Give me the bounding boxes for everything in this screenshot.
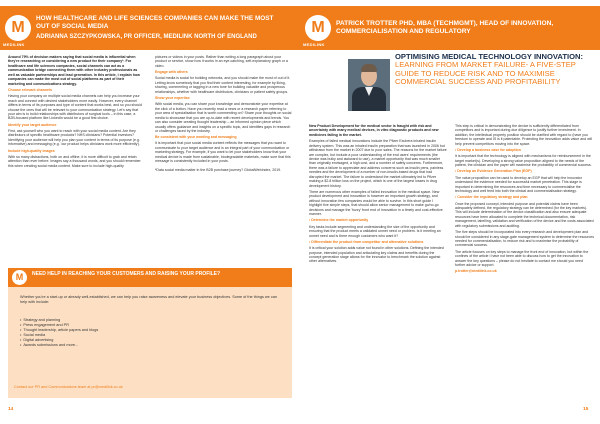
promo-header xyxy=(8,268,292,287)
paragraph: • Develop an Evidence Generation Plan (EGP) xyxy=(455,169,532,174)
promo-intro: Whether you're a start-up or already well-established, we can help you raise awareness and elevate your business objectives. Some of the things we can help with include: xyxy=(20,295,277,304)
right-article-title-rest: LEARNING FROM MARKET FAILURE- A FIVE-STEP GUIDE TO REDUCE RISK AND TO MAXIMISE COMMERCIAL SUCCESS AND PROFITABILITY xyxy=(395,60,576,87)
paragraph: Examples of failed medical innovations include the Pfizer Exubera inhaled insulin delivery system. This was an inhaled insulin preparation that was launched in 2006 but withdrawn from the market in 2007 due to poor sales. The reasons for the market failure are complex, but include a poor understanding of the end users' requirements (the device was bulky and awkward to use), a market opportunity that was much smaller than originally envisaged, a high cost, and a number of safety concerns. Furthermore, there was a failure to appreciate and address concerns such as insulin pens, painless needles and the development of a number of non-insulin-based drugs that had disrupted the market. The failure to understand the market ultimately led to Pfizer making a $2.8 billion loss on the project, which is one of the largest losses in drug development history. xyxy=(309,139,447,188)
promo-title: NEED HELP IN REACHING YOUR CUSTOMERS AND RAISING YOUR PROFILE? xyxy=(32,270,221,277)
paragraph: Show your expertise xyxy=(155,96,190,101)
right-author-title: PATRICK TROTTER PHD, MBA (TECHMGMT), HEAD OF INNOVATION, COMMERCIALISATION AND REGULATORY xyxy=(336,20,554,36)
paragraph: It is important that the technology is aligned with mechanisms for reimbursement in the target market(s). Developing a strong value proposition aligned to the needs of the patient, the clinician and the payer will maximise the probability of commercial success. xyxy=(455,154,592,168)
left-header-bar xyxy=(0,6,300,50)
paragraph: With so many distractions, both on and offline, it is more difficult to grab and retain attention than ever before. Images say a thousand words, and you should remember this when creating social media content. Make sure to include high-quality xyxy=(8,154,141,168)
paragraph: • Determine the market opportunity xyxy=(309,218,369,223)
promo-list-item: • Strategy and planning xyxy=(20,318,98,323)
paragraph: Be consistent with your wording and messaging xyxy=(155,135,237,140)
promo-list-item: • Digital advertising xyxy=(20,338,98,343)
paragraph: First, ask yourself who you want to reach with your social media content. Are they distributors of specific healthcare products? NHS clinicians? Potential investors? Identifying your audience will help you plan your content in terms of its purpose (e.g. informative) and messaging (e.g. 'our product helps clinicians work more efficiently'). xyxy=(8,128,141,147)
paragraph: Key tasks include segmenting and understanding the size of the opportunity and ensuring that the product meets a validated unmet need or problem. Is it meeting an unmet need and is there enough customers who want it? xyxy=(309,224,441,238)
paragraph: • Consider the regulatory strategy and plan xyxy=(455,195,528,200)
medilink-logo-word-right: MEDILINK xyxy=(303,42,325,47)
right-article-title-bold: OPTIMISING MEDICAL TECHNOLOGY INNOVATION: xyxy=(395,52,584,61)
promo-list-item: • Awards submissions and more... xyxy=(20,343,98,348)
promo-list-item: • Thought leadership, article papers and blogs xyxy=(20,328,98,333)
right-column-1 xyxy=(309,124,447,266)
left-article-author: ADRIANNA SZCZYPKOWSKA, PR OFFICER, MEDILINK NORTH OF ENGLAND xyxy=(36,34,257,40)
paragraph: The article focuses on key steps to manage the front end of innovation, but within the confines of the article I have not been able to discuss how to get the innovation to answer the key questions – please do not hesitate to contact me should you need further advice or support. xyxy=(455,249,589,268)
promo-contact[interactable]: Contact our PR and Communications team at pr@medilink.co.uk xyxy=(14,385,123,389)
medilink-logo-word: MEDILINK xyxy=(3,42,25,47)
left-column-2 xyxy=(155,55,292,174)
paragraph: Around 79% of decision makers saying that social media is influential when they're researching or considering a new product for their company*. For healthcare and life sciences companies, social channels can act as a communication bridge connecting them with other industry professionals as well as valuable partnerships and lead generation. In this article, I explain how companies can make the most out of social platforms as part of their marketing and communications strategy. xyxy=(8,55,140,86)
paragraph: • Develop a business case for adoption xyxy=(455,148,521,153)
paragraph: pictures or videos in your posts. Rather than writing a long paragraph about your product or service, show how it works in an eye-catching, self-explanatory graph or a video. xyxy=(155,55,288,68)
promo-list-item: • Press engagement and PR xyxy=(20,323,98,328)
paragraph: The value proposition can be used to develop an EGP that will help the innovator understand the evidence needed for successful market penetration. This stage is important in determining the resources and time necessary to commercialise the technology and well feed into both the clinical and commercialisation strategy. xyxy=(455,175,582,194)
page-number-right: 15 xyxy=(583,407,589,412)
paragraph: Once the proposed concept, intended purpose and potential claims have been adequately defined, the regulatory strategy can be determined (for the key markets). This will include determination of the device classification and also ensure adequate resources have been allocated to complete the technical documentation, risk management, labelling, validation and verification of the device and the costs associated with regulatory submissions and auditing. xyxy=(455,201,594,228)
left-column-1 xyxy=(8,55,142,170)
promo-services-list xyxy=(20,318,98,348)
medilink-logo-icon-right: M xyxy=(305,15,331,41)
paragraph: New Product Development for the medical sector is fraught with risk and uncertainty with many medical devices, in vitro diagnostic products and new medicines failing in the market. xyxy=(309,124,439,137)
right-article-title xyxy=(395,53,595,87)
right-column-2 xyxy=(455,124,594,276)
right-page xyxy=(300,0,600,424)
paragraph: Having your company on multiple social media channels can help you increase your reach and connect with desired stakeholders more easily. However, every channel differs in terms of its purposes and type of content that works best, and so you should choose the ones that will be relevant to your communication strategy. Let's say that your aim is to build relationships with distributors of surgical tools – in this case, a B2B-focused platform like LinkedIn would be a good first choice. xyxy=(8,94,143,121)
paragraph: Engage with others xyxy=(155,70,188,75)
paragraph: Social media is social for building networks, and you should make the most of out of it. Letting know somebody that you find their content interesting, for example by liking, sharing, commenting or tagging in a new tone for building valuable and prosperous relationships, whether with healthcare distributors, clinicians or patient safety groups. xyxy=(155,76,291,94)
page-number-left: 14 xyxy=(8,407,14,412)
left-article-title: HOW HEALTHCARE AND LIFE SCIENCES COMPANIES CAN MAKE THE MOST OUT OF SOCIAL MEDIA xyxy=(36,15,274,30)
promo-logo-icon: M xyxy=(12,270,27,285)
paragraph: It is important that your social media content reflects the messages that you want to communicate to your target audience and is an integral part of your communication or marketing strategy. For example, if you want to let your stakeholders know that your medical device is made from sustainable, biodegradable materials, make sure that this message is consistently included in your posts. xyxy=(155,141,291,164)
paragraph: This step is critical in demonstrating the device is sufficiently differentiated from competitors and is important during due diligence to justify further investment. In addition, the intellectual property position should be clarified with regard to (have you freedom to operate and IS is it patentable. Protecting the innovation adds value and will help prevent competitors moving into the space. xyxy=(455,124,593,146)
paragraph: Identify your target audience xyxy=(8,122,57,127)
paragraph: The five steps should be incorporated into every research and development plan and should be considered in any stage-gate management system to determine the resources needed for commercialisation, to reduce risk and to maximise the probability of commercial success. xyxy=(455,230,594,248)
paragraph: With social media, you can share your knowledge and demonstrate your expertise at the click of a button. Have you recently read a news or a research paper referring to your area of specialisation that is worth commenting on? Share your thoughts on social media to showcase that you are up-to-date with recent developments and trends. You can also consider creating thought leadership – an informed opinion piece which usually offers guidance and insights on a specific topic, and identifies gaps in research or challenges faced by the industry. xyxy=(155,102,292,133)
paragraph: It is critical your solution adds value not found in other solutions. Defining the intended purpose, intended population and articulating key claims and benefits during the concept generation stage allows for the innovator to benchmark the solution against other alternatives. xyxy=(309,246,444,264)
medilink-logo-icon: M xyxy=(5,15,31,41)
paragraph: • Differentiate the product from competitor and alternative solutions xyxy=(309,239,424,244)
paragraph: There are numerous other examples of failed innovation in the medical space. New product development and innovation is however an important growth strategy, and without innovation few companies would be able to survive. In this short guide I highlight five simple steps, that should allow senior management to make go/no-go decisions and manage the 'fuzzy' front end of innovation in a timely and cost-effective manner. xyxy=(309,189,443,217)
paragraph: p.trotter@medilink.co.uk xyxy=(455,269,497,274)
paragraph: Include high-quality images xyxy=(8,148,55,153)
photo-hair xyxy=(361,64,377,72)
promo-list-item: • Social media xyxy=(20,333,98,338)
author-photo xyxy=(348,59,390,111)
paragraph: *Data social media matter in the B2B purchase journey? GlobalWebIndex, 2019. xyxy=(155,167,282,172)
right-header-bar xyxy=(300,6,600,50)
paragraph: Choose relevant channels xyxy=(8,87,52,92)
